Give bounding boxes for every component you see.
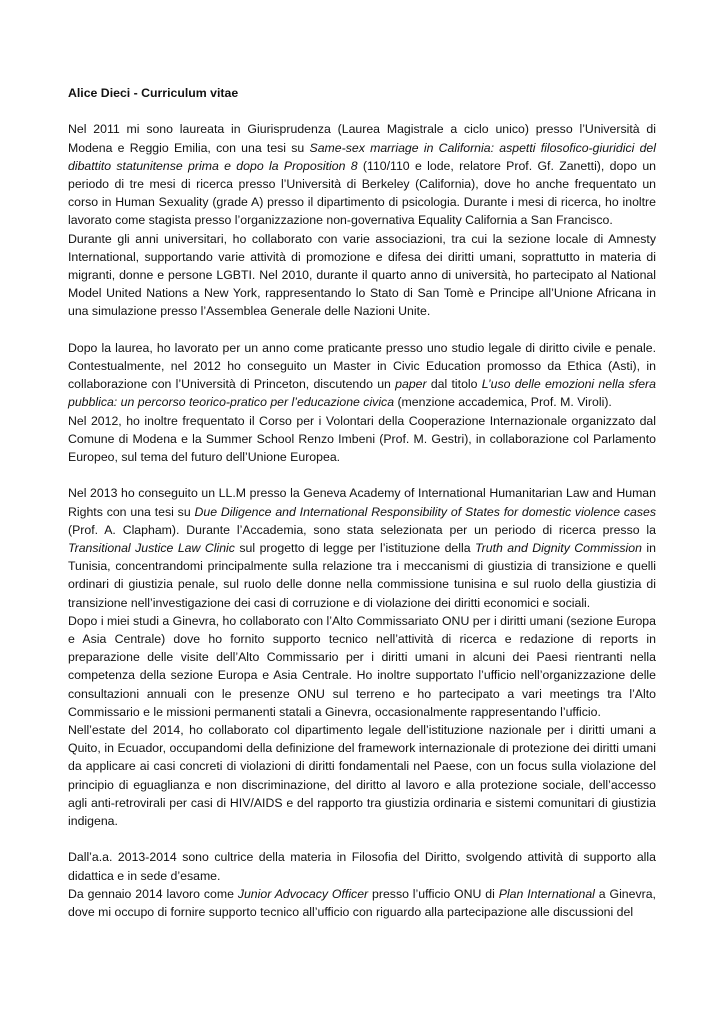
italic-text: paper: [395, 377, 427, 392]
text-segment: in Tunisia, concentrandomi principalmente sulla relazione tra i meccanismi di giustizia di transizione e quelli ordinari di giustizia penale, sul ruolo delle donne nella commissione tunisina e sul ruolo della giustizia di transizione nell’investigazione dei casi di corruzione e di violazione dei diritti economici e sociali.: [68, 541, 656, 610]
paragraph: [68, 484, 656, 611]
text-segment: Nel 2012, ho inoltre frequentato il Corso per i Volontari della Cooperazione Internazionale organizzato dal Comune di Modena e la Summer School Renzo Imbeni (Prof. M. Gestri), in collaborazione col Parlamento Europeo, sul tema del futuro dell’Unione Europea.: [68, 413, 656, 465]
paragraph: [68, 339, 656, 412]
italic-text: Junior Advocacy Officer: [237, 886, 369, 901]
paragraph: [68, 120, 656, 229]
italic-text: L’uso delle emozioni nella sfera pubblica: un percorso teorico-pratico per l’educazione civica: [68, 377, 656, 410]
italic-text: Truth and Dignity Commission: [475, 541, 642, 556]
text-segment: Nell’estate del 2014, ho collaborato col dipartimento legale dell’istituzione nazionale per i diritti umani a Quito, in Ecuador, occupandomi della definizione del framework internazionale di protezione dei diritti umani da applicare ai casi concreti di violazioni di diritti fondamentali nel Paese, con un focus sulla violazione del principio di eguaglianza e non discriminazione, del diritto al lavoro e alla protezione sociale, dell’accesso agli anti-retrovirali per casi di HIV/AIDS e del rapporto tra giustizia ordinaria e sistemi comunitari di giustizia indigena.: [68, 723, 656, 829]
text-segment: Da gennaio 2014 lavoro come: [68, 886, 238, 901]
text-segment: Nel 2011 mi sono laureata in Giurisprudenza (Laurea Magistrale a ciclo unico) presso l’Università di Modena e Reggio Emilia, con una tesi su: [68, 122, 656, 155]
text-segment: (110/110 e lode, relatore Prof. Gf. Zanetti), dopo un periodo di tre mesi di ricerca presso l’Università di Berkeley (California), dove ho anche frequentato un corso in Human Sexuality (grade A) presso il dipartimento di psicologia. Durante i mesi di ricerca, ho inoltre lavorato come stagista presso l’organizzazione non-governativa Equality California a San Francisco.: [68, 158, 657, 228]
italic-text: Plan International: [498, 886, 595, 901]
paragraph: [68, 612, 656, 721]
text-segment: Dall’a.a. 2013-2014 sono cultrice della materia in Filosofia del Diritto, svolgendo attività di supporto alla didattica e in sede d’esame.: [68, 850, 656, 883]
text-segment: (menzione accademica, Prof. M. Viroli).: [394, 395, 612, 410]
text-segment: Nel 2013 ho conseguito un LL.M presso la Geneva Academy of International Humanitarian Law and Human Rights con una tesi su: [68, 486, 656, 519]
italic-text: Same-sex marriage in California: aspetti filosofico-giuridici del dibattito statunitense prima e dopo la Proposition 8: [68, 140, 656, 173]
text-segment: Dopo la laurea, ho lavorato per un anno come praticante presso uno studio legale di diritto civile e penale. Contestualmente, nel 2012 ho conseguito un Master in Civic Education promosso da Ethica (Asti), in collaborazione con l’Università di Princeton, discutendo un: [68, 340, 656, 392]
document-title: Alice Dieci - Curriculum vitae: [68, 86, 239, 100]
italic-text: Due Diligence and International Responsibility of States for domestic violence cases: [194, 504, 657, 519]
section-block: [68, 339, 656, 466]
section-block: [68, 484, 656, 830]
paragraph: [68, 412, 656, 467]
section-block: [68, 120, 656, 320]
italic-text: Transitional Justice Law Clinic: [68, 541, 235, 556]
text-segment: sul progetto di legge per l’istituzione della: [234, 541, 476, 556]
text-segment: Durante gli anni universitari, ho collaborato con varie associazioni, tra cui la sezione locale di Amnesty International, supportando varie attività di promozione e difesa dei diritti umani, soprattutto in materia di migranti, donne e persone LGBTI. Nel 2010, durante il quarto anno di università, ho partecipato al National Model United Nations a New York, rappresentando lo Stato di San Tomè e Principe all’Unione Africana in una simulazione presso l’Assemblea Generale delle Nazioni Unite.: [68, 231, 656, 319]
text-segment: (Prof. A. Clapham). Durante l’Accademia, sono stata selezionata per un periodo di ricerca presso la: [68, 522, 656, 537]
document-body: [68, 120, 656, 921]
text-segment: dal titolo: [426, 377, 482, 392]
text-segment: a Ginevra, dove mi occupo di fornire supporto tecnico all’ufficio con riguardo alla partecipazione alle discussioni del: [68, 886, 656, 920]
text-segment: Dopo i miei studi a Ginevra, ho collaborato con l’Alto Commissariato ONU per i diritti umani (sezione Europa e Asia Centrale) dove ho fornito supporto tecnico nell’attività di ricerca e redazione di reports in preparazione delle visite dell’Alto Commissario per i diritti umani in alcuni dei Paesi rientranti nella competenza della sezione Europa e Asia Centrale. Ho inoltre supportato l’ufficio nell’organizzazione delle consultazioni annuali con le presenze ONU sul terreno e ho partecipato a vari meetings tra l’Alto Commissario e le missioni permanenti statali a Ginevra, occasionalmente rappresentando l’ufficio.: [68, 613, 656, 719]
text-segment: presso l’ufficio ONU di: [368, 886, 499, 901]
paragraph: [68, 721, 656, 830]
paragraph: [68, 848, 656, 884]
paragraph: [68, 885, 656, 921]
paragraph: [68, 230, 656, 321]
section-block: [68, 848, 656, 921]
